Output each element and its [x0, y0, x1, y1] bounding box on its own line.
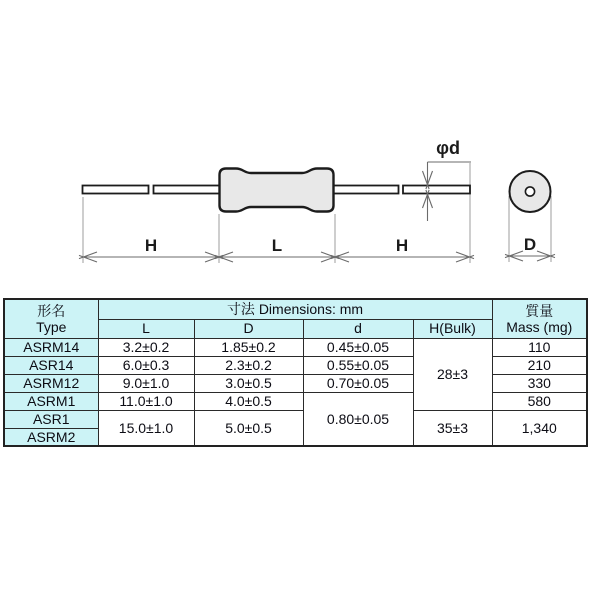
header-col-l: L	[98, 319, 194, 338]
resistor-body	[220, 169, 334, 212]
end-view-lead-circle	[525, 187, 534, 196]
d-body-cell: 3.0±0.5	[194, 374, 303, 392]
d-lead-cell: 0.70±0.05	[303, 374, 413, 392]
l-cell: 3.2±0.2	[98, 338, 194, 356]
table-row	[4, 410, 587, 428]
type-cell: ASRM14	[4, 338, 98, 356]
lead-right-inner-segment	[330, 186, 399, 194]
mass-cell: 210	[492, 356, 587, 374]
l-cell: 9.0±1.0	[98, 374, 194, 392]
l-cell: 15.0±1.0	[98, 410, 194, 446]
label-l: L	[271, 236, 283, 255]
d-body-cell: 4.0±0.5	[194, 392, 303, 410]
d-body-cell: 5.0±0.5	[194, 410, 303, 446]
l-cell: 11.0±1.0	[98, 392, 194, 410]
mass-cell: 330	[492, 374, 587, 392]
header-col-d-body: D	[194, 319, 303, 338]
table-row	[4, 338, 587, 356]
h-bulk-cell: 35±3	[413, 410, 492, 446]
d-lead-cell: 0.80±0.05	[303, 392, 413, 446]
lead-left-outer-segment	[83, 186, 149, 194]
table-row	[4, 392, 587, 410]
label-h-right: H	[395, 236, 409, 255]
type-cell: ASR14	[4, 356, 98, 374]
header-type-jp: 形名	[37, 302, 66, 319]
l-cell: 6.0±0.3	[98, 356, 194, 374]
dimension-labels	[145, 138, 536, 255]
header-mass-en: Mass (mg)	[506, 318, 573, 335]
header-mass-jp: 質量	[525, 302, 554, 319]
dimensions-table	[3, 298, 588, 447]
lead-left-inner-segment	[154, 186, 222, 194]
end-view	[510, 171, 551, 212]
d-lead-cell: 0.45±0.05	[303, 338, 413, 356]
header-col-h-bulk: H(Bulk)	[413, 319, 492, 338]
label-d: D	[523, 235, 537, 254]
table-row	[4, 374, 587, 392]
h-bulk-cell: 28±3	[413, 338, 492, 410]
d-body-cell: 2.3±0.2	[194, 356, 303, 374]
label-h-left: H	[144, 236, 158, 255]
label-phi-d: φd	[436, 138, 460, 158]
d-lead-cell: 0.55±0.05	[303, 356, 413, 374]
header-type-en: Type	[36, 318, 67, 335]
mass-cell: 110	[492, 338, 587, 356]
lead-right-outer-segment	[403, 186, 470, 194]
mass-cell: 580	[492, 392, 587, 410]
type-cell: ASR1	[4, 410, 98, 428]
table-row	[4, 356, 587, 374]
d-body-cell: 1.85±0.2	[194, 338, 303, 356]
header-type	[4, 299, 98, 338]
type-cell: ASRM2	[4, 428, 98, 446]
mass-cell: 1,340	[492, 410, 587, 446]
type-cell: ASRM12	[4, 374, 98, 392]
header-col-d-lead: d	[303, 319, 413, 338]
header-dimensions: 寸法 Dimensions: mm	[98, 299, 492, 319]
header-mass	[492, 299, 587, 338]
type-cell: ASRM1	[4, 392, 98, 410]
